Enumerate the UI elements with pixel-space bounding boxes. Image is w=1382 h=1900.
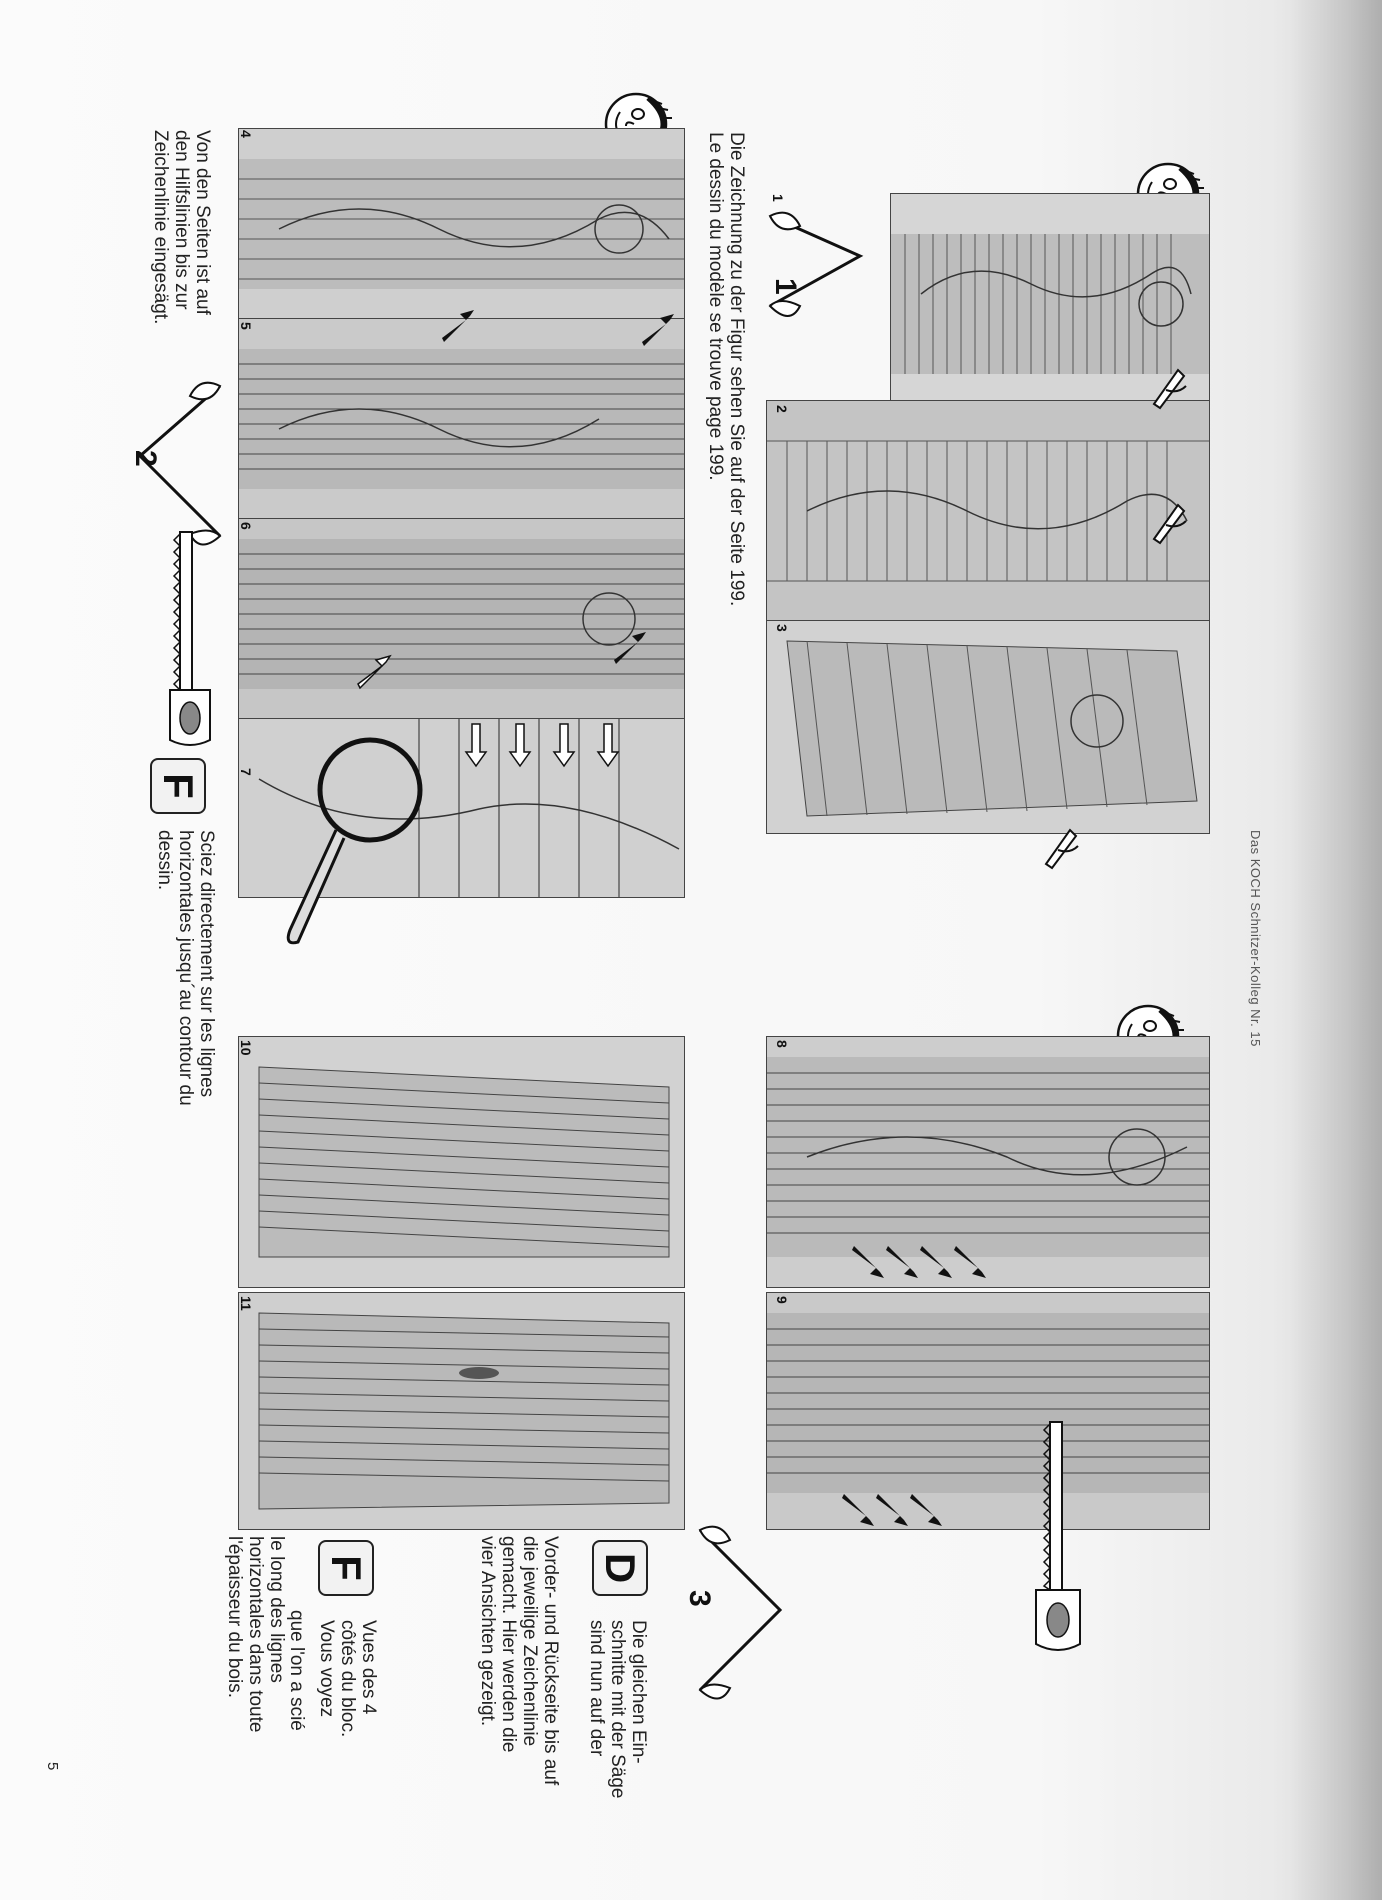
caption-step3-de: Die gleichen Ein- schnitte mit der Säge sind nun auf der [586,1620,649,1799]
panel-number: 11 [238,1296,254,1311]
caption-step3-fr-cont: que l'on a scié [286,1610,307,1731]
intro-caption [704,132,746,606]
caption-step3-fr: Vues des 4 côtés du bloc. Vous voyez [316,1620,379,1738]
intro-line-fr: Le dessin du modèle se trouve page 199. [705,132,727,481]
step-number: 1 [769,278,802,295]
photo-panel-10 [238,1036,685,1288]
panel-number: 3 [774,624,790,632]
panel-number: 7 [238,768,254,776]
panel-number: 6 [238,522,254,530]
hand-pencil-icon [1148,495,1192,545]
photo-panel-2 [766,400,1210,622]
panel-number: 2 [774,405,790,413]
language-badge-fr: F [150,758,206,814]
photo-panel-9 [766,1292,1210,1530]
hand-pencil-icon [1148,360,1192,410]
language-badge-fr: F [318,1540,374,1596]
panel-number: 4 [238,130,254,138]
saw-icon [680,1520,800,1710]
arrow-icon [440,306,480,346]
panel-number: 9 [774,1296,790,1304]
arrow-icon [612,628,652,668]
arrow-icon [462,722,622,772]
panel-number: 8 [774,1040,790,1048]
arrow-icon [356,652,396,692]
arrow-icon [850,1242,990,1282]
arrow-icon [840,1490,950,1530]
magnifier-icon [270,720,450,960]
panel-number: 5 [238,322,254,330]
photo-panel-6 [238,518,685,720]
step-number: 2 [129,450,162,467]
arrow-icon [640,310,680,350]
language-badge-de: D [592,1540,648,1596]
page-gutter-shadow [1290,0,1382,1900]
photo-panel-11 [238,1292,685,1530]
panel-number: 10 [238,1040,254,1056]
caption-step2-fr: Sciez directement sur les lignes horizontales jusqu´au contour du dessin. [154,830,217,1106]
intro-line-de: Die Zeichnung zu der Figur sehen Sie auf der Seite 199. [726,132,747,607]
caption-step3-de-cont: Vorder- und Rückseite bis auf die jeweilige Zeichenlinie gemacht. Hier werden die vier Ansichten gezeigt. [477,1536,561,1786]
photo-panel-3 [766,620,1210,834]
running-title: Das KOCH Schnitzer-Kolleg Nr. 15 [1248,830,1263,1047]
saw-icon [150,530,220,750]
panel-number: 1 [770,194,786,202]
hand-pencil-icon [1040,820,1084,870]
saw-icon [1016,1420,1096,1660]
running-header [1248,830,1262,1047]
caption-step2-de: Von den Seiten ist auf den Hilfslinien bis zur Zeichenlinie eingesägt. [150,130,213,325]
step-number: 3 [683,1590,716,1607]
saw-icon [760,196,880,356]
caption-step3-fr-cont2: le long des lignes horizontales dans toute l'épaisseur du bois. [224,1536,287,1733]
photo-panel-4 [238,128,685,320]
page-number: 5 [44,1762,61,1771]
photo-panel-5 [238,318,685,520]
